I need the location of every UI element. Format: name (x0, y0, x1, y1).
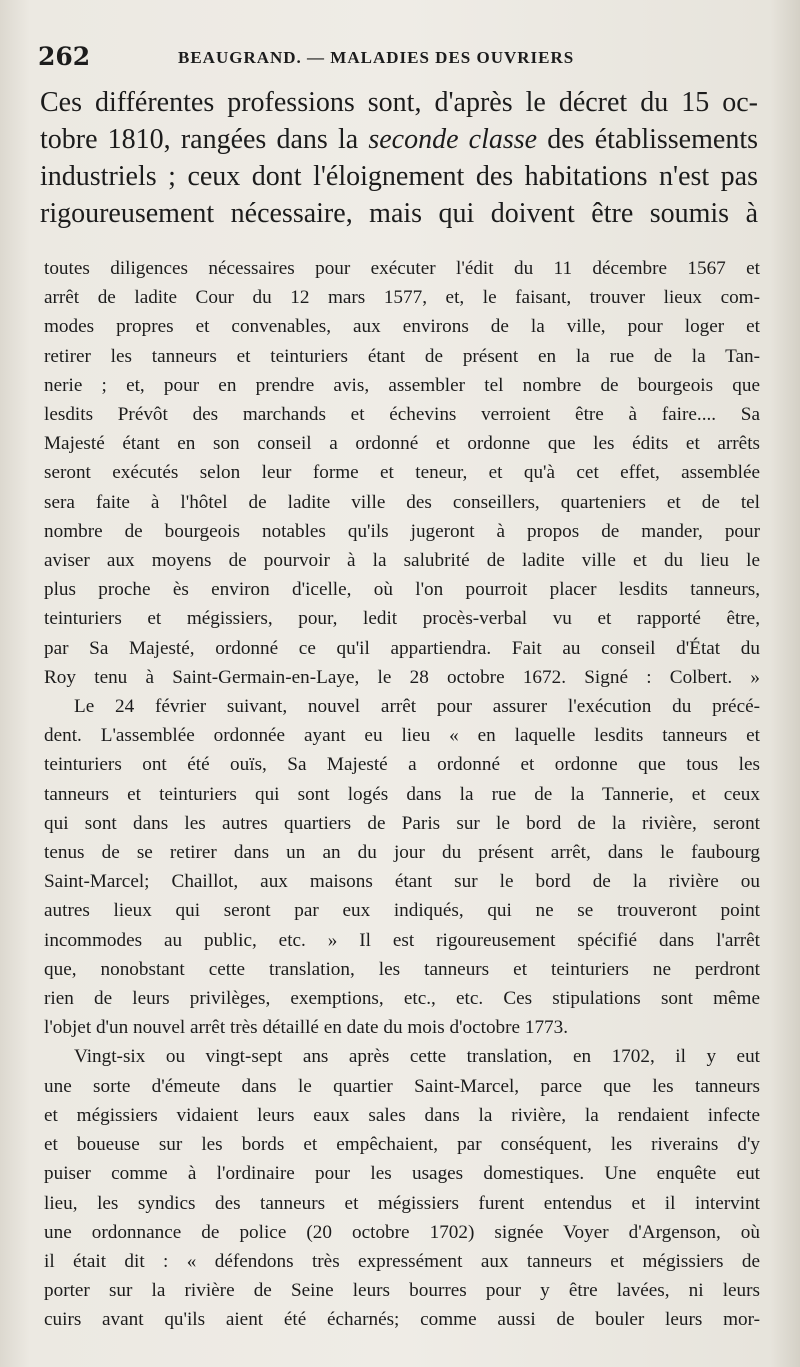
text-line: par Sa Majesté, ordonné ce qu'il appartiendra. Fait au conseil d'État du (44, 637, 760, 659)
text-line: retirer les tanneurs et teinturiers étant de présent en la rue de la Tan- (44, 345, 760, 367)
running-title: BEAUGRAND. — MALADIES DES OUVRIERS (178, 48, 575, 67)
page-number: 262 (38, 42, 91, 71)
lead-line: Ces différentes professions sont, d'après le décret du 15 oc- (40, 87, 758, 118)
text-line: une sorte d'émeute dans le quartier Saint-Marcel, parce que les tanneurs (44, 1075, 760, 1097)
text-line: lieu, les syndics des tanneurs et mégissiers furent entendus et il intervint (44, 1192, 760, 1214)
paragraph-2 (44, 692, 760, 1042)
text-line: et mégissiers vidaient leurs eaux sales dans la rivière, la rendaient infecte (44, 1104, 760, 1126)
text-line: arrêt de ladite Cour du 12 mars 1577, et, le faisant, trouver lieux com- (44, 287, 760, 309)
text-line: sera faite à l'hôtel de ladite ville des conseillers, quarteniers et de tel (44, 491, 760, 513)
text-line: teinturiers et mégissiers, pour, ledit procès-verbal vu et rapporté être, (44, 608, 760, 630)
text-line: incommodes au public, etc. » Il est rigoureusement spécifié dans l'arrêt (44, 929, 760, 951)
text-line: autres lieux qui seront par eux indiqués, qui ne se trouveront point (44, 900, 760, 922)
text-line: nerie ; et, pour en prendre avis, assembler tel nombre de bourgeois que (44, 374, 760, 396)
text-line: tanneurs et teinturiers qui sont logés dans la rue de la Tannerie, et ceux (44, 783, 760, 805)
text-line: il était dit : « défendons très expressément aux tanneurs et mégissiers de (44, 1250, 760, 1272)
text-line: aviser aux moyens de pourvoir à la salubrité de ladite ville et du lieu le (44, 550, 760, 572)
lead-line: rigoureusement nécessaire, mais qui doivent être soumis à (40, 198, 758, 229)
text-line: Saint-Marcel; Chaillot, aux maisons étant sur le bord de la rivière ou (44, 871, 760, 893)
text-line: toutes diligences nécessaires pour exécuter l'édit du 11 décembre 1567 et (44, 258, 760, 279)
quoted-block (44, 254, 760, 692)
text-line: plus proche ès environ d'icelle, où l'on pourroit placer lesdits tanneurs, (44, 579, 760, 601)
page-header (38, 44, 778, 74)
text-line: qui sont dans les autres quartiers de Paris sur le bord de la rivière, seront (44, 812, 760, 834)
text-line: porter sur la rivière de Seine leurs bourres pour y être lavées, ni leurs (44, 1280, 760, 1302)
text-line: l'objet d'un nouvel arrêt très détaillé en date du mois d'octobre 1773. (44, 1017, 569, 1039)
body-text (44, 254, 760, 1335)
text-line: Roy tenu à Saint-Germain-en-Laye, le 28 octobre 1672. Signé : Colbert. » (44, 666, 760, 688)
paragraph-3 (44, 1042, 760, 1334)
text-line: teinturiers ont été ouïs, Sa Majesté a ordonné et ordonne que tous les (44, 754, 760, 776)
text-line: Le 24 février suivant, nouvel arrêt pour assurer l'exécution du précé- (74, 696, 760, 718)
text-line: lesdits Prévôt des marchands et échevins verroient être à faire.... Sa (44, 404, 760, 426)
text-line: puiser comme à l'ordinaire pour les usages domestiques. Une enquête eut (44, 1163, 760, 1185)
italic-phrase: seconde classe (368, 124, 538, 155)
text-line: cuirs avant qu'ils aient été écharnés; comme aussi de bouler leurs mor- (44, 1309, 760, 1331)
text-line: rien de leurs privilèges, exemptions, etc., etc. Ces stipulations sont même (44, 988, 760, 1010)
lead-line-italic: tobre 1810, rangées dans la seconde classe des établissements (40, 124, 758, 155)
text-line: tenus de se retirer dans un an du jour du présent arrêt, dans le faubourg (44, 842, 760, 864)
lead-line: industriels ; ceux dont l'éloignement des habitations n'est pas (40, 161, 758, 192)
text-line: et boueuse sur les bords et empêchaient, par conséquent, les riverains d'y (44, 1134, 760, 1156)
text-line: dent. L'assemblée ordonnée ayant eu lieu « en laquelle lesdits tanneurs et (44, 725, 760, 747)
text-line: modes propres et convenables, aux environs de la ville, pour loger et (44, 316, 760, 338)
text-line: seront exécutés selon leur forme et teneur, et qu'à cet effet, assemblée (44, 462, 760, 484)
lead-paragraph (40, 84, 758, 232)
text-line: nombre de bourgeois notables qu'ils jugeront à propos de mander, pour (44, 520, 760, 542)
text-line: Vingt-six ou vingt-sept ans après cette translation, en 1702, il y eut (74, 1046, 760, 1068)
text-line: une ordonnance de police (20 octobre 1702) signée Voyer d'Argenson, où (44, 1221, 760, 1243)
text-line: que, nonobstant cette translation, les tanneurs et teinturiers ne perdront (44, 958, 760, 980)
text-line: Majesté étant en son conseil a ordonné et ordonne que les édits et arrêts (44, 433, 760, 455)
